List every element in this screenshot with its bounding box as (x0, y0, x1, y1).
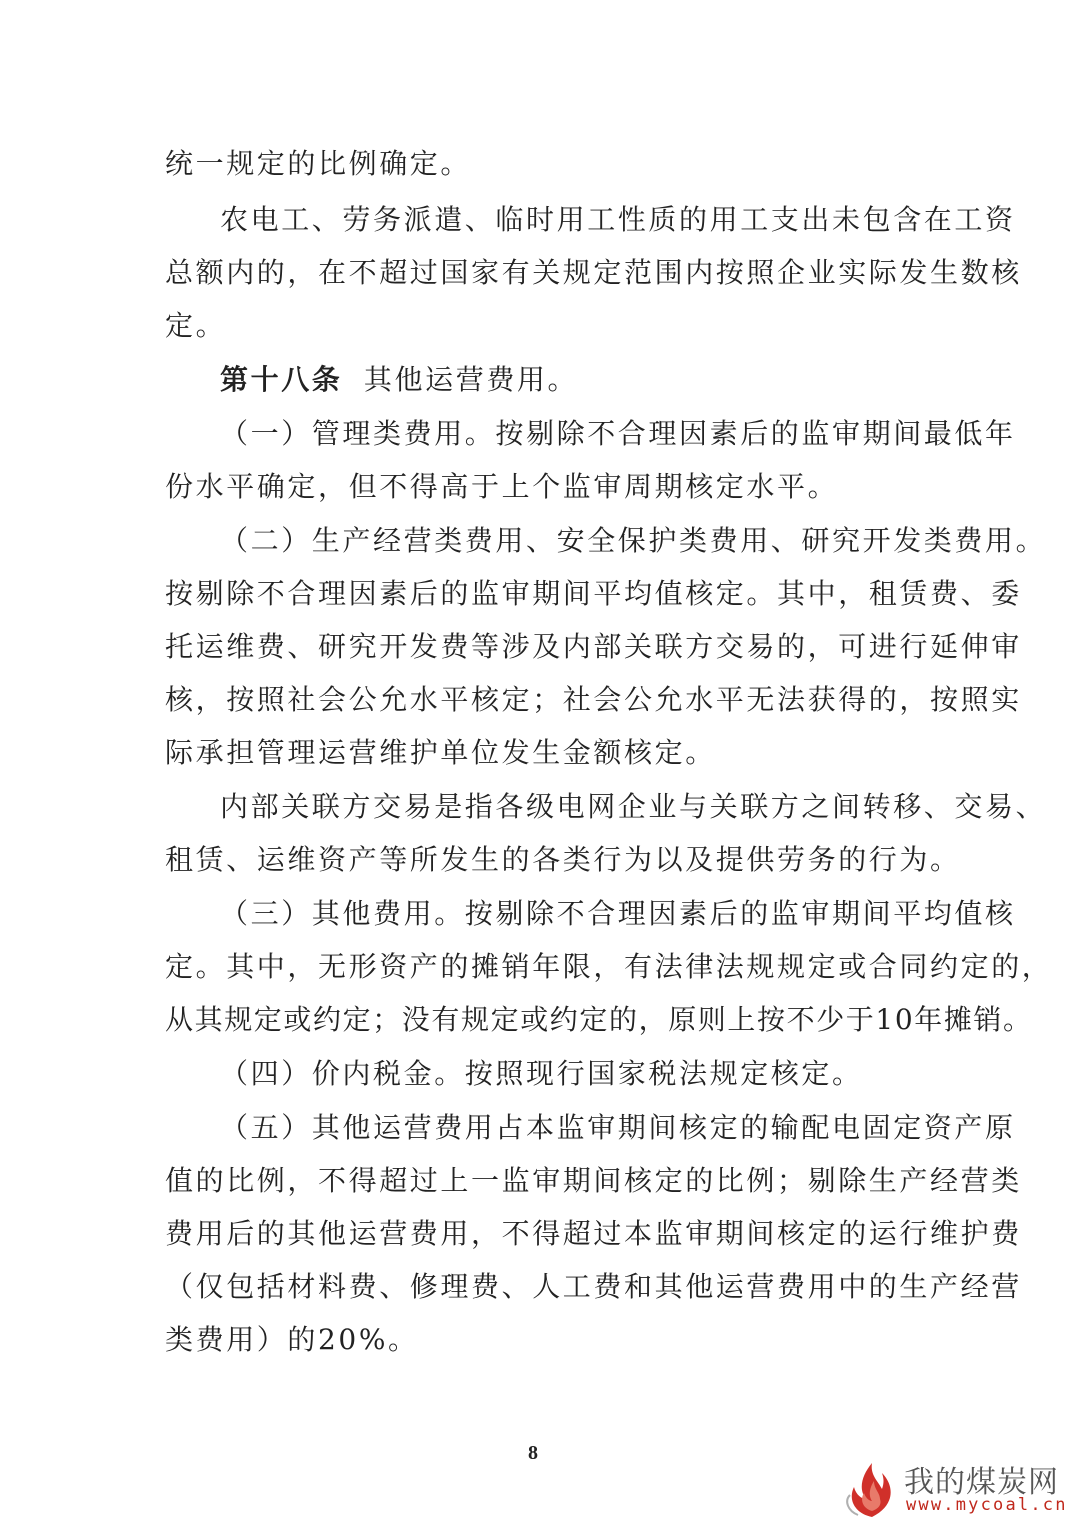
text-line: （三）其他费用。按剔除不合理因素后的监审期间平均值核 (220, 897, 1016, 930)
article-number: 第十八条 (220, 363, 343, 396)
text-line: 按剔除不合理因素后的监审期间平均值核定。其中，租赁费、委 (165, 577, 1022, 610)
text-line: 农电工、劳务派遣、临时用工性质的用工支出未包含在工资 (220, 203, 1016, 236)
text-line: （一）管理类费用。按剔除不合理因素后的监审期间最低年 (220, 417, 1016, 450)
text-line: 份水平确定，但不得高于上个监审周期核定水平。 (165, 470, 839, 503)
text-line: 从其规定或约定；没有规定或约定的，原则上按不少于10年摊销。 (165, 1003, 1033, 1036)
article-heading-line (220, 360, 578, 400)
text-line: 租赁、运维资产等所发生的各类行为以及提供劳务的行为。 (165, 843, 961, 876)
text-line: （二）生产经营类费用、安全保护类费用、研究开发类费用。 (220, 524, 1047, 557)
text-line: 定。 (165, 309, 227, 342)
text-line: （四）价内税金。按照现行国家税法规定核定。 (220, 1057, 863, 1090)
text-line: 内部关联方交易是指各级电网企业与关联方之间转移、交易、 (220, 790, 1047, 823)
text-line: （五）其他运营费用占本监审期间核定的输配电固定资产原 (220, 1111, 1016, 1144)
page-number: 8 (528, 1442, 538, 1464)
site-watermark (842, 1455, 1067, 1521)
text-line: 统一规定的比例确定。 (165, 147, 472, 180)
text-line: 托运维费、研究开发费等涉及内部关联方交易的，可进行延伸审 (165, 630, 1022, 663)
text-line: 总额内的，在不超过国家有关规定范围内按照企业实际发生数核 (165, 256, 1022, 289)
text-line: 际承担管理运营维护单位发生金额核定。 (165, 736, 716, 769)
text-line: 定。其中，无形资产的摊销年限，有法律法规规定或合同约定的， (165, 950, 1053, 983)
text-line: 值的比例，不得超过上一监审期间核定的比例；剔除生产经营类 (165, 1164, 1022, 1197)
site-url: www.mycoal.cn (906, 1495, 1068, 1515)
text-line: （仅包括材料费、修理费、人工费和其他运营费用中的生产经营 (165, 1270, 1022, 1303)
text-line: 核，按照社会公允水平核定；社会公允水平无法获得的，按照实 (165, 683, 1022, 716)
text-line: 类费用）的20%。 (165, 1323, 419, 1356)
site-name: 我的煤炭网 (904, 1465, 1059, 1500)
text-line: 费用后的其他运营费用，不得超过本监审期间核定的运行维护费 (165, 1217, 1022, 1250)
flame-logo-icon (842, 1455, 902, 1521)
article-title: 其他运营费用。 (363, 363, 579, 396)
